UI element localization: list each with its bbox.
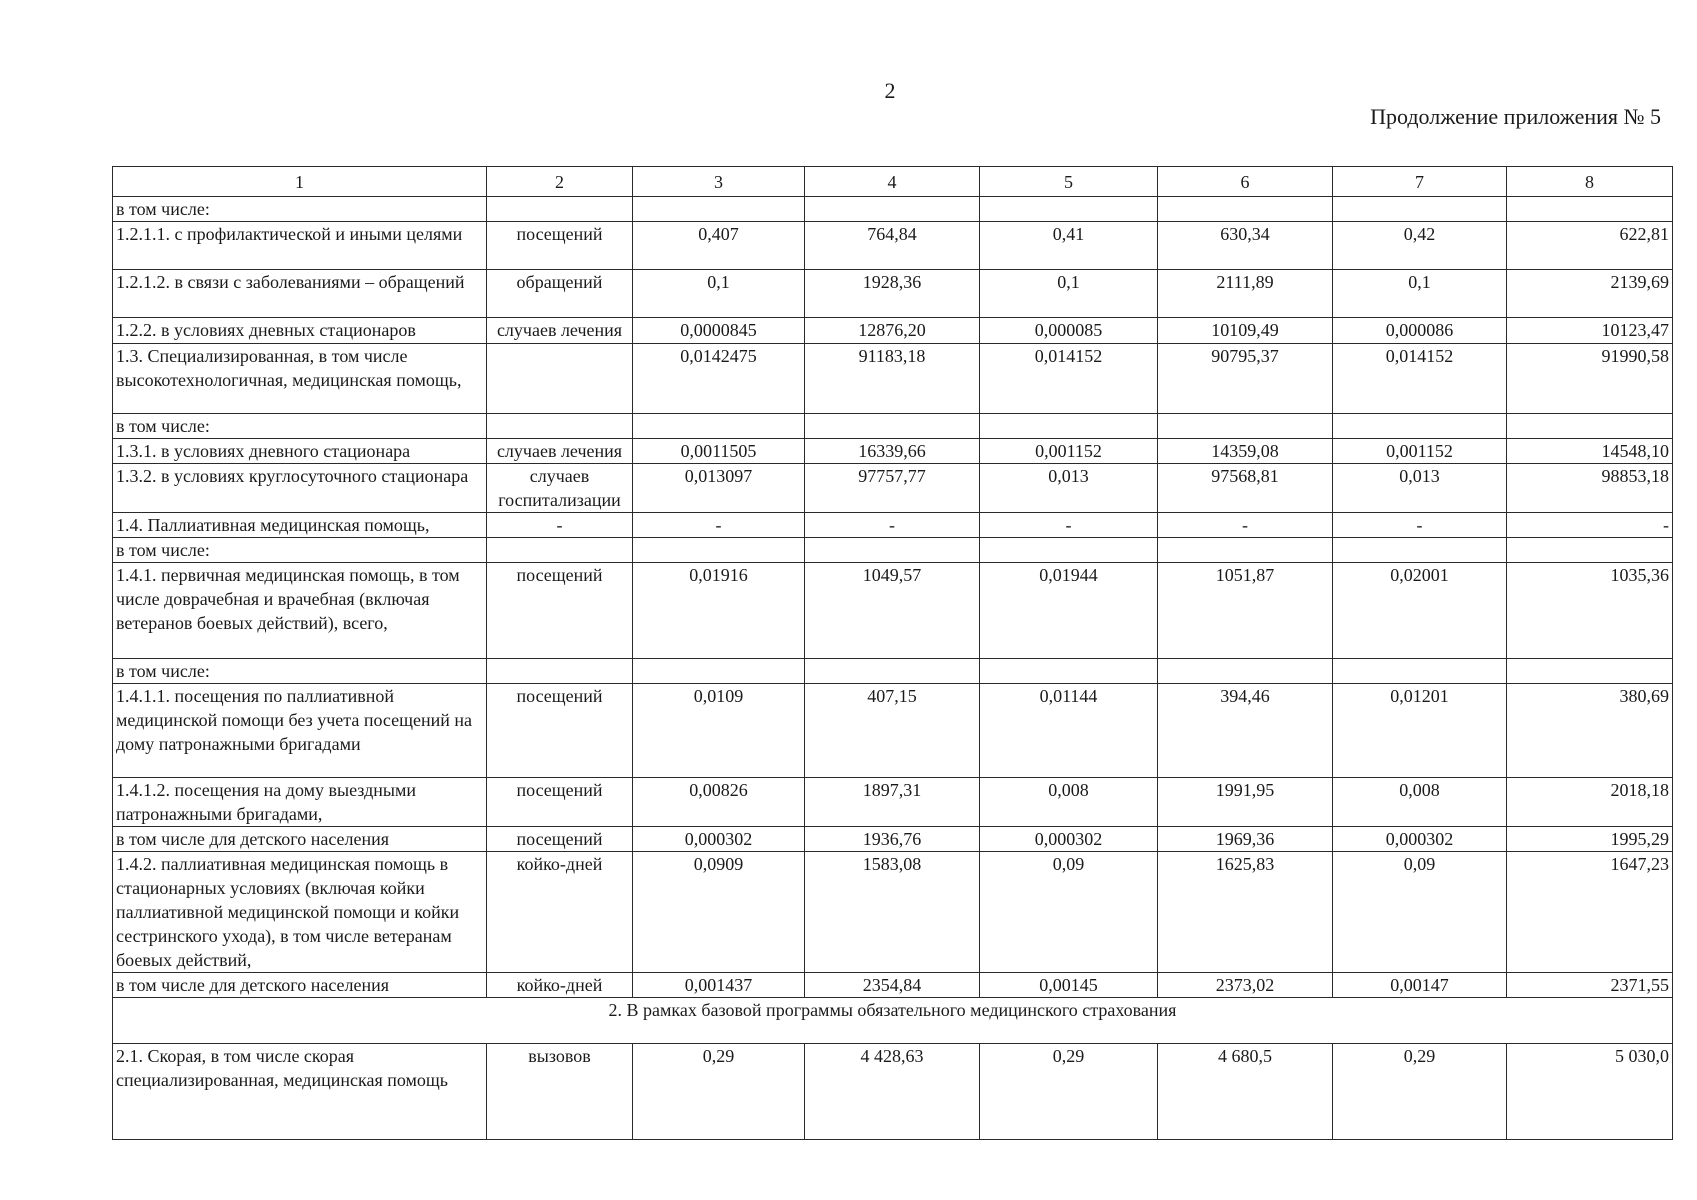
continuation-title: Продолжение приложения № 5: [1370, 104, 1661, 129]
value-cell-col-7: 0,014152: [1333, 344, 1507, 414]
value-cell-col-4: 97757,77: [805, 464, 980, 513]
table-row: [113, 684, 1673, 778]
indicator-name-cell: 1.2.1.1. с профилактической и иными целями: [113, 222, 487, 270]
value-cell-col-4: 1049,57: [805, 563, 980, 659]
value-cell-col-5: [980, 538, 1158, 563]
header-cell: 2: [487, 167, 633, 197]
indicator-table: [112, 166, 1673, 1140]
value-cell-col-4: 407,15: [805, 684, 980, 778]
value-cell-col-7: 0,00147: [1333, 973, 1507, 998]
table-row: [113, 563, 1673, 659]
header-cell: 6: [1158, 167, 1333, 197]
value-cell-col-6: 1969,36: [1158, 827, 1333, 852]
value-cell-col-5: 0,013: [980, 464, 1158, 513]
value-cell-col-4: 12876,20: [805, 318, 980, 344]
indicator-name-cell: в том числе:: [113, 197, 487, 222]
value-cell-col-5: 0,41: [980, 222, 1158, 270]
value-cell-col-7: 0,013: [1333, 464, 1507, 513]
value-cell-col-4: [805, 538, 980, 563]
indicator-name-cell: 1.4.1.2. посещения на дому выездными патронажными бригадами,: [113, 778, 487, 827]
table-row: [113, 538, 1673, 563]
unit-cell: посещений: [487, 563, 633, 659]
table-row: [113, 222, 1673, 270]
value-cell-col-5: 0,29: [980, 1044, 1158, 1140]
value-cell-col-5: 0,00145: [980, 973, 1158, 998]
table-row: [113, 439, 1673, 464]
value-cell-col-4: 16339,66: [805, 439, 980, 464]
value-cell-col-7: 0,000302: [1333, 827, 1507, 852]
value-cell-col-6: 2373,02: [1158, 973, 1333, 998]
table-row: [113, 197, 1673, 222]
value-cell-col-5: 0,1: [980, 270, 1158, 318]
value-cell-col-3: [633, 414, 805, 439]
value-cell-col-8: 1035,36: [1507, 563, 1673, 659]
value-cell-col-6: 394,46: [1158, 684, 1333, 778]
unit-cell: [487, 538, 633, 563]
value-cell-col-4: [805, 659, 980, 684]
value-cell-col-7: 0,001152: [1333, 439, 1507, 464]
value-cell-col-4: 4 428,63: [805, 1044, 980, 1140]
value-cell-col-3: -: [633, 513, 805, 538]
value-cell-col-4: 1936,76: [805, 827, 980, 852]
value-cell-col-8: 1995,29: [1507, 827, 1673, 852]
value-cell-col-5: 0,01144: [980, 684, 1158, 778]
value-cell-col-8: 14548,10: [1507, 439, 1673, 464]
table-row: [113, 270, 1673, 318]
indicator-name-cell: в том числе для детского населения: [113, 827, 487, 852]
value-cell-col-5: [980, 197, 1158, 222]
header-cell: 3: [633, 167, 805, 197]
value-cell-col-7: 0,29: [1333, 1044, 1507, 1140]
value-cell-col-3: 0,01916: [633, 563, 805, 659]
table-row: [113, 1044, 1673, 1140]
value-cell-col-6: 630,34: [1158, 222, 1333, 270]
table-row: [113, 464, 1673, 513]
value-cell-col-8: [1507, 659, 1673, 684]
table-row: [113, 778, 1673, 827]
indicator-name-cell: 1.3.1. в условиях дневного стационара: [113, 439, 487, 464]
value-cell-col-6: 1625,83: [1158, 852, 1333, 973]
value-cell-col-8: 2018,18: [1507, 778, 1673, 827]
value-cell-col-3: 0,1: [633, 270, 805, 318]
value-cell-col-6: 1991,95: [1158, 778, 1333, 827]
value-cell-col-6: [1158, 538, 1333, 563]
value-cell-col-3: 0,0909: [633, 852, 805, 973]
table-row: [113, 852, 1673, 973]
unit-cell: вызовов: [487, 1044, 633, 1140]
value-cell-col-5: -: [980, 513, 1158, 538]
value-cell-col-4: 764,84: [805, 222, 980, 270]
value-cell-col-8: 98853,18: [1507, 464, 1673, 513]
indicator-name-cell: 1.2.2. в условиях дневных стационаров: [113, 318, 487, 344]
value-cell-col-5: 0,014152: [980, 344, 1158, 414]
table-row: [113, 344, 1673, 414]
value-cell-col-6: 10109,49: [1158, 318, 1333, 344]
unit-cell: [487, 197, 633, 222]
value-cell-col-8: 5 030,0: [1507, 1044, 1673, 1140]
value-cell-col-3: 0,013097: [633, 464, 805, 513]
unit-cell: -: [487, 513, 633, 538]
value-cell-col-7: [1333, 197, 1507, 222]
unit-cell: обращений: [487, 270, 633, 318]
value-cell-col-4: [805, 414, 980, 439]
value-cell-col-3: [633, 659, 805, 684]
indicator-name-cell: 1.4. Паллиативная медицинская помощь,: [113, 513, 487, 538]
table-row: [113, 659, 1673, 684]
value-cell-col-3: 0,000302: [633, 827, 805, 852]
unit-cell: посещений: [487, 827, 633, 852]
value-cell-col-3: [633, 538, 805, 563]
value-cell-col-7: 0,01201: [1333, 684, 1507, 778]
value-cell-col-7: 0,42: [1333, 222, 1507, 270]
value-cell-col-7: 0,1: [1333, 270, 1507, 318]
value-cell-col-5: [980, 414, 1158, 439]
value-cell-col-7: 0,008: [1333, 778, 1507, 827]
value-cell-col-4: [805, 197, 980, 222]
unit-cell: койко-дней: [487, 852, 633, 973]
value-cell-col-4: 1928,36: [805, 270, 980, 318]
unit-cell: посещений: [487, 778, 633, 827]
value-cell-col-6: 14359,08: [1158, 439, 1333, 464]
table-row: [113, 318, 1673, 344]
value-cell-col-7: [1333, 414, 1507, 439]
value-cell-col-3: 0,001437: [633, 973, 805, 998]
table-row: [113, 513, 1673, 538]
value-cell-col-6: 4 680,5: [1158, 1044, 1333, 1140]
value-cell-col-3: 0,0000845: [633, 318, 805, 344]
table-row: [113, 414, 1673, 439]
section-row: [113, 998, 1673, 1044]
header-cell: 4: [805, 167, 980, 197]
header-cell: 7: [1333, 167, 1507, 197]
value-cell-col-7: 0,02001: [1333, 563, 1507, 659]
value-cell-col-6: [1158, 414, 1333, 439]
unit-cell: случаев лечения: [487, 318, 633, 344]
indicator-name-cell: 1.4.1. первичная медицинская помощь, в том числе доврачебная и врачебная (включая ветеранов боевых действий), всего,: [113, 563, 487, 659]
value-cell-col-7: 0,09: [1333, 852, 1507, 973]
header-row: [113, 167, 1673, 197]
value-cell-col-8: 91990,58: [1507, 344, 1673, 414]
value-cell-col-6: 97568,81: [1158, 464, 1333, 513]
unit-cell: посещений: [487, 222, 633, 270]
value-cell-col-8: [1507, 414, 1673, 439]
table-row: [113, 827, 1673, 852]
value-cell-col-5: 0,01944: [980, 563, 1158, 659]
value-cell-col-8: 622,81: [1507, 222, 1673, 270]
value-cell-col-5: 0,008: [980, 778, 1158, 827]
value-cell-col-7: -: [1333, 513, 1507, 538]
value-cell-col-5: 0,000302: [980, 827, 1158, 852]
header-cell: 1: [113, 167, 487, 197]
value-cell-col-4: 1897,31: [805, 778, 980, 827]
unit-cell: случаев лечения: [487, 439, 633, 464]
value-cell-col-3: 0,29: [633, 1044, 805, 1140]
value-cell-col-7: [1333, 659, 1507, 684]
value-cell-col-3: 0,0011505: [633, 439, 805, 464]
value-cell-col-8: 10123,47: [1507, 318, 1673, 344]
value-cell-col-5: 0,001152: [980, 439, 1158, 464]
unit-cell: случаев госпитализации: [487, 464, 633, 513]
value-cell-col-5: 0,000085: [980, 318, 1158, 344]
value-cell-col-8: 1647,23: [1507, 852, 1673, 973]
unit-cell: койко-дней: [487, 973, 633, 998]
unit-cell: посещений: [487, 684, 633, 778]
value-cell-col-8: 2139,69: [1507, 270, 1673, 318]
value-cell-col-5: 0,09: [980, 852, 1158, 973]
value-cell-col-8: [1507, 197, 1673, 222]
indicator-name-cell: 1.4.1.1. посещения по паллиативной медицинской помощи без учета посещений на дому патронажными бригадами: [113, 684, 487, 778]
value-cell-col-8: [1507, 538, 1673, 563]
section-heading: 2. В рамках базовой программы обязательного медицинского страхования: [113, 998, 1673, 1044]
unit-cell: [487, 659, 633, 684]
indicator-name-cell: в том числе:: [113, 414, 487, 439]
value-cell-col-6: -: [1158, 513, 1333, 538]
indicator-name-cell: в том числе:: [113, 659, 487, 684]
value-cell-col-4: 1583,08: [805, 852, 980, 973]
indicator-name-cell: 1.3. Специализированная, в том числе высокотехнологичная, медицинская помощь,: [113, 344, 487, 414]
value-cell-col-8: 380,69: [1507, 684, 1673, 778]
value-cell-col-8: -: [1507, 513, 1673, 538]
value-cell-col-7: 0,000086: [1333, 318, 1507, 344]
value-cell-col-4: 91183,18: [805, 344, 980, 414]
value-cell-col-3: 0,0109: [633, 684, 805, 778]
value-cell-col-6: 1051,87: [1158, 563, 1333, 659]
value-cell-col-5: [980, 659, 1158, 684]
value-cell-col-6: [1158, 659, 1333, 684]
value-cell-col-6: [1158, 197, 1333, 222]
value-cell-col-3: [633, 197, 805, 222]
unit-cell: [487, 414, 633, 439]
unit-cell: [487, 344, 633, 414]
indicator-name-cell: 2.1. Скорая, в том числе скорая специализированная, медицинская помощь: [113, 1044, 487, 1140]
value-cell-col-3: 0,407: [633, 222, 805, 270]
value-cell-col-7: [1333, 538, 1507, 563]
value-cell-col-3: 0,0142475: [633, 344, 805, 414]
value-cell-col-4: -: [805, 513, 980, 538]
indicator-name-cell: 1.3.2. в условиях круглосуточного стационара: [113, 464, 487, 513]
indicator-name-cell: 1.4.2. паллиативная медицинская помощь в стационарных условиях (включая койки паллиативной медицинской помощи и койки сестринского ухода), в том числе ветеранам боевых действий,: [113, 852, 487, 973]
value-cell-col-4: 2354,84: [805, 973, 980, 998]
indicator-name-cell: в том числе:: [113, 538, 487, 563]
value-cell-col-3: 0,00826: [633, 778, 805, 827]
table-row: [113, 973, 1673, 998]
header-cell: 8: [1507, 167, 1673, 197]
page-number: 2: [884, 78, 896, 103]
indicator-name-cell: в том числе для детского населения: [113, 973, 487, 998]
indicator-name-cell: 1.2.1.2. в связи с заболеваниями – обращений: [113, 270, 487, 318]
value-cell-col-8: 2371,55: [1507, 973, 1673, 998]
value-cell-col-6: 90795,37: [1158, 344, 1333, 414]
value-cell-col-6: 2111,89: [1158, 270, 1333, 318]
header-cell: 5: [980, 167, 1158, 197]
